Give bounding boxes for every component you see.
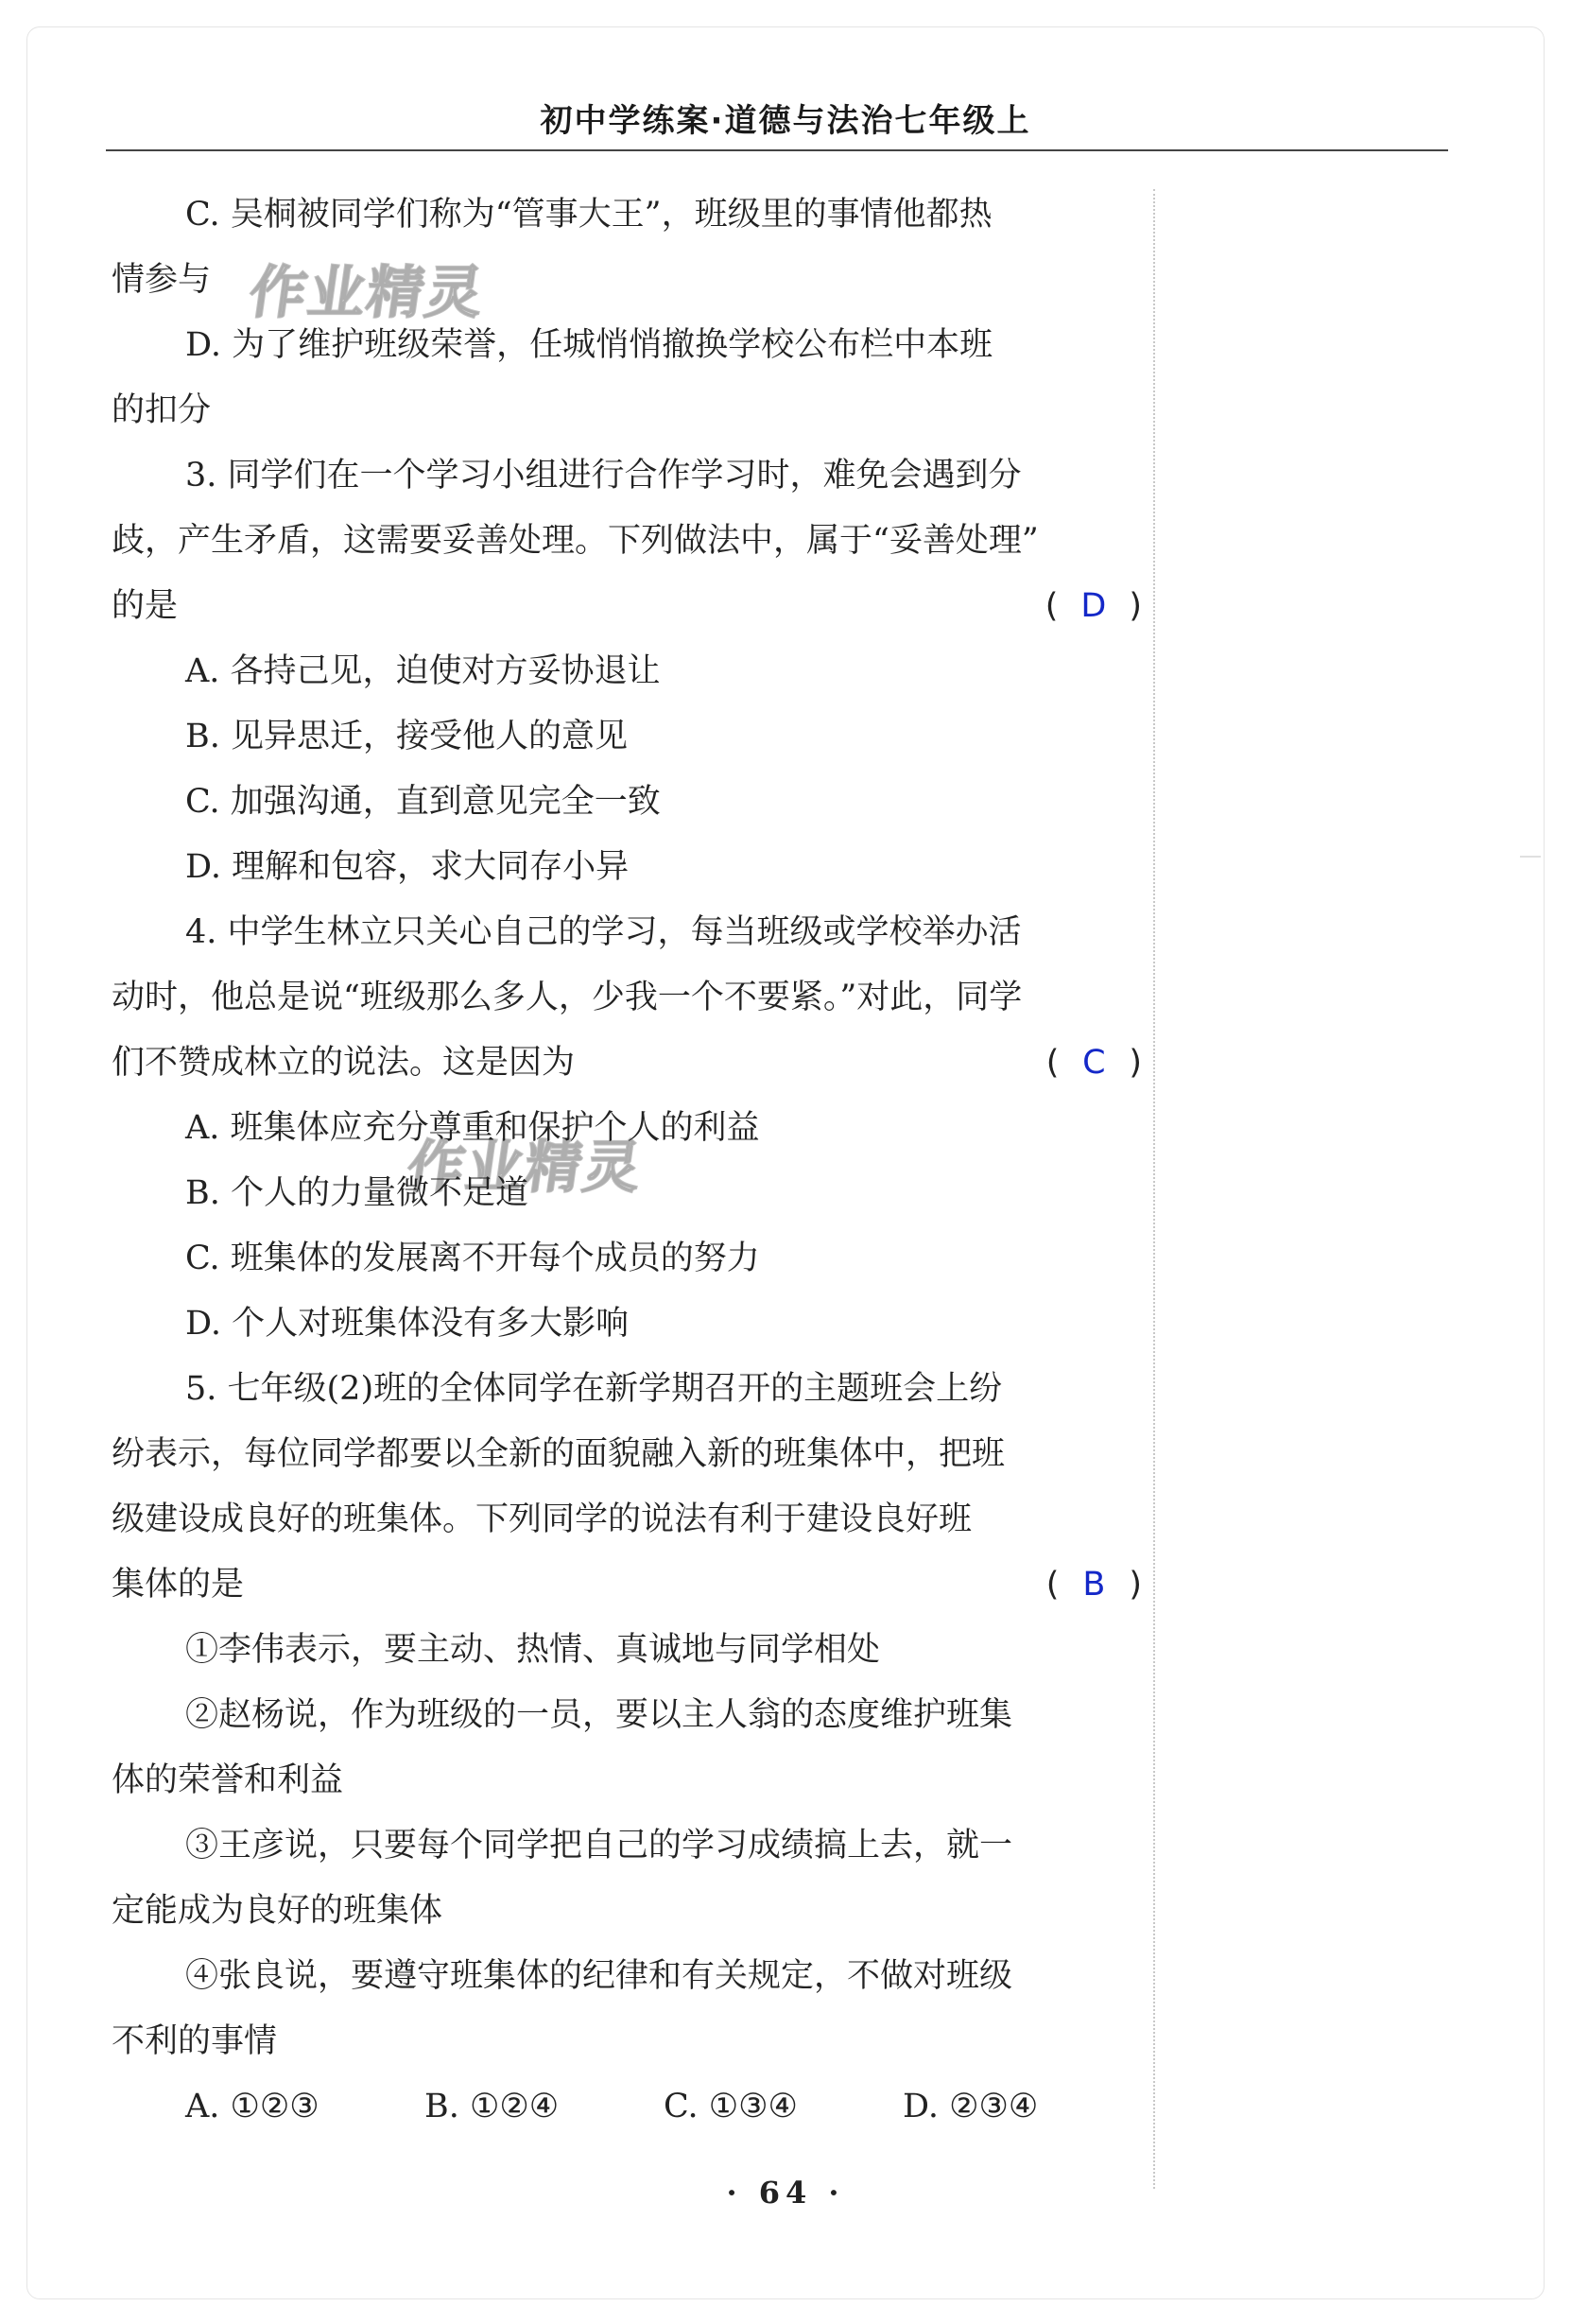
choice-c: C. ①③④ (664, 2088, 798, 2125)
question-stem-end: 们不赞成林立的说法。这是因为 (112, 1044, 576, 1082)
answer-letter: B (1082, 1566, 1106, 1604)
statement-4-cont: 不利的事情 (112, 2022, 278, 2060)
answer-letter: D (1080, 587, 1107, 625)
choice-d: D. ②③④ (903, 2088, 1039, 2125)
header-rule (106, 149, 1448, 151)
worksheet-content (112, 182, 1142, 2140)
option-d: D. 理解和包容，求大同存小异 (185, 848, 630, 886)
option-c: C. 吴桐被同学们称为“管事大王”，班级里的事情他都热 (185, 196, 993, 234)
page-header: 初中学练案·道德与法治七年级上 (540, 102, 1031, 140)
statement-1: ①李伟表示，要主动、热情、真诚地与同学相处 (185, 1631, 881, 1669)
choice-a: A. ①②③ (185, 2088, 319, 2125)
answer-choices (112, 2074, 1142, 2140)
question-stem-cont: 纷表示，每位同学都要以全新的面貌融入新的班集体中，把班 (112, 1435, 1006, 1473)
watermark: 作业精灵 (245, 260, 490, 326)
answer-bracket: ( B ) (1046, 1552, 1142, 1618)
option-d: D. 为了维护班级荣誉，任城悄悄撤换学校公布栏中本班 (185, 326, 993, 364)
question-5 (112, 1357, 1142, 2140)
question-2-options (112, 182, 1142, 443)
edge-mark (1520, 856, 1541, 858)
choice-b: B. ①②④ (424, 2088, 560, 2125)
option-b: B. 个人的力量微不足道 (185, 1174, 528, 1212)
option-c-cont: 情参与 (112, 261, 212, 299)
margin-guide-line (1153, 189, 1155, 2189)
question-stem: 4. 中学生林立只关心自己的学习，每当班级或学校举办活 (185, 913, 1022, 951)
watermark: 作业精灵 (403, 1135, 647, 1201)
option-c: C. 加强沟通，直到意见完全一致 (185, 783, 661, 821)
option-d: D. 个人对班集体没有多大影响 (185, 1305, 630, 1343)
question-stem: 5. 七年级(2)班的全体同学在新学期召开的主题班会上纷 (185, 1370, 1003, 1408)
statement-3: ③王彦说，只要每个同学把自己的学习成绩搞上去，就一 (185, 1827, 1013, 1864)
option-a: A. 班集体应充分尊重和保护个人的利益 (185, 1109, 760, 1147)
question-stem-end: 集体的是 (112, 1566, 245, 1604)
option-a: A. 各持己见，迫使对方妥协退让 (185, 652, 661, 690)
statement-2: ②赵杨说，作为班级的一员，要以主人翁的态度维护班集 (185, 1696, 1013, 1734)
question-stem-cont: 动时，他总是说“班级那么多人，少我一个不要紧。”对此，同学 (112, 979, 1023, 1016)
option-b: B. 见异思迁，接受他人的意见 (185, 718, 628, 755)
option-d-cont: 的扣分 (112, 391, 212, 429)
answer-letter: C (1082, 1044, 1106, 1082)
option-c: C. 班集体的发展离不开每个成员的努力 (185, 1240, 760, 1277)
question-stem-cont: 歧，产生矛盾，这需要妥善处理。下列做法中，属于“妥善处理” (112, 522, 1039, 560)
question-stem-last (112, 574, 1142, 639)
question-stem-cont: 级建设成良好的班集体。下列同学的说法有利于建设良好班 (112, 1500, 973, 1538)
question-stem-last (112, 1031, 1142, 1096)
question-4 (112, 900, 1142, 1357)
page-number: · 64 · (726, 2175, 845, 2211)
statement-3-cont: 定能成为良好的班集体 (112, 1892, 443, 1930)
statement-2-cont: 体的荣誉和利益 (112, 1761, 344, 1799)
question-stem-last (112, 1552, 1142, 1618)
statement-4: ④张良说，要遵守班集体的纪律和有关规定，不做对班级 (185, 1957, 1013, 1995)
answer-bracket: ( D ) (1045, 574, 1142, 639)
question-3 (112, 443, 1142, 900)
answer-bracket: ( C ) (1046, 1031, 1142, 1096)
question-stem-end: 的是 (112, 587, 179, 625)
question-stem: 3. 同学们在一个学习小组进行合作学习时，难免会遇到分 (185, 457, 1022, 494)
